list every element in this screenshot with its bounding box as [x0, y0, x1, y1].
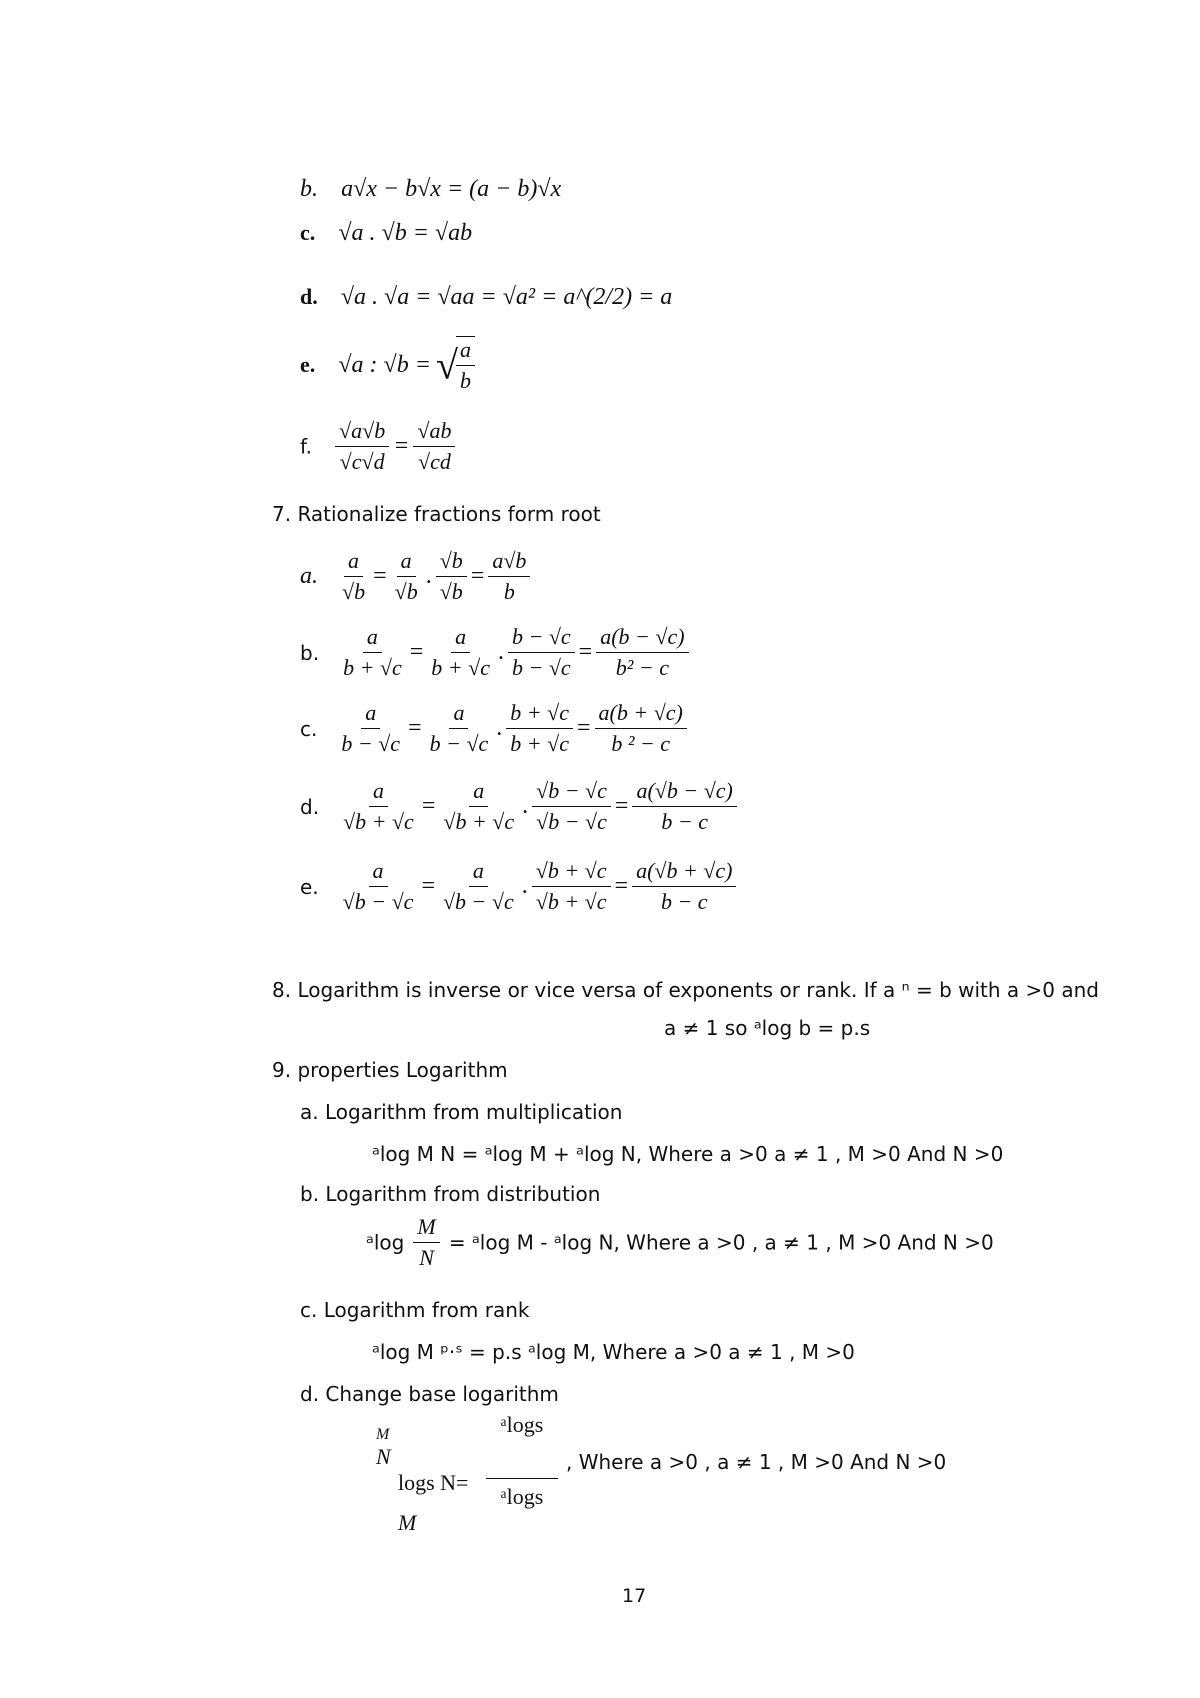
fraction-denominator: b² − c: [615, 655, 669, 680]
section-9-title: 9. properties Logarithm: [272, 1058, 508, 1082]
rationalize-label: e.: [300, 874, 319, 899]
multiply-dot: .: [496, 715, 503, 741]
fraction-denominator: √b − √c: [536, 809, 607, 834]
fraction-numerator: a(√b − √c): [632, 778, 736, 807]
fraction: [596, 624, 688, 681]
multiply-dot: .: [497, 639, 504, 665]
equals-sign: =: [576, 715, 591, 741]
rule-f-num1: √a√b: [335, 418, 389, 447]
rule-f-den2: √cd: [418, 449, 451, 474]
fraction-denominator: √b − √c: [342, 889, 414, 914]
fraction-numerator: a: [397, 548, 416, 577]
equals-sign: =: [470, 563, 485, 589]
rule-e-label: e.: [300, 352, 316, 377]
fraction: [391, 548, 422, 605]
fraction: [427, 624, 494, 681]
fraction: [337, 700, 404, 757]
fraction-numerator: √b − √c: [532, 778, 611, 807]
fraction: [632, 858, 736, 915]
fraction: [439, 858, 518, 915]
rule-e: [300, 336, 479, 394]
fraction: [508, 624, 575, 681]
fraction-denominator: √b + √c: [343, 809, 414, 834]
rule-f-den1: √c√d: [339, 449, 385, 474]
rationalize-row: [300, 624, 693, 681]
fraction-denominator: √b: [439, 579, 463, 604]
rationalize-row: [300, 778, 741, 835]
section-9a-formula: ᵃlog M N = ᵃlog M + ᵃlog N, Where a >0 a ≠ 1 , M >0 And N >0: [372, 1142, 1004, 1166]
section-9d-den: ᵃlogs: [500, 1484, 544, 1509]
fraction-denominator: b − c: [660, 889, 708, 914]
fraction: [339, 624, 406, 681]
rationalize-label: a.: [300, 563, 318, 589]
section-9b-num: M: [413, 1214, 439, 1243]
rule-b: [300, 176, 561, 203]
fraction-numerator: a: [449, 700, 468, 729]
rationalize-label: d.: [300, 794, 320, 819]
equals-sign: =: [408, 715, 422, 741]
equals: =: [393, 433, 410, 459]
section-9c-title: c. Logarithm from rank: [300, 1298, 530, 1322]
rule-b-expr: a√x − b√x = (a − b)√x: [341, 176, 562, 202]
section-8-line1: 8. Logarithm is inverse or vice versa of exponents or rank. If a ⁿ = b with a >0 and: [272, 978, 1100, 1002]
fraction-denominator: √b + √c: [443, 809, 515, 834]
section-9b-title: b. Logarithm from distribution: [300, 1182, 601, 1206]
fraction-numerator: a: [344, 548, 363, 577]
fraction-numerator: a: [369, 858, 388, 887]
section-9d-where: , Where a >0 , a ≠ 1 , M >0 And N >0: [566, 1450, 947, 1474]
equals-sign: =: [578, 639, 593, 665]
fraction: [506, 700, 573, 757]
section-9d-base-n: N: [376, 1444, 391, 1469]
fraction-denominator: √b + √c: [535, 889, 607, 914]
section-9b-prefix: ᵃlog: [366, 1230, 405, 1255]
section-9d-title: d. Change base logarithm: [300, 1382, 559, 1406]
rule-d-label: d.: [300, 284, 318, 309]
rationalize-row: [300, 700, 691, 757]
fraction-denominator: b + √c: [431, 655, 490, 680]
rule-c-label: c.: [300, 220, 316, 245]
section-9d-lhs: logs N=: [398, 1470, 469, 1495]
fraction-numerator: a(b − √c): [596, 624, 688, 653]
fraction-numerator: b + √c: [506, 700, 573, 729]
fraction-numerator: a: [361, 700, 380, 729]
fraction-numerator: √b: [436, 548, 467, 577]
rationalize-label: c.: [300, 716, 318, 741]
equals-sign: =: [409, 639, 424, 665]
fraction-denominator: b + √c: [510, 731, 569, 756]
rule-d: [300, 284, 672, 311]
fraction-numerator: b − √c: [508, 624, 575, 653]
fraction-denominator: b + √c: [343, 655, 402, 680]
fraction: [339, 858, 418, 915]
fraction-numerator: a(b + √c): [595, 700, 687, 729]
fraction: [338, 548, 369, 605]
section-7-title: 7. Rationalize fractions form root: [272, 502, 601, 526]
multiply-dot: .: [521, 873, 528, 899]
section-9d-base-top: M: [376, 1426, 390, 1443]
equals-sign: =: [421, 873, 435, 899]
equals-sign: =: [614, 873, 629, 899]
fraction-numerator: a(√b + √c): [632, 858, 736, 887]
fraction: [532, 858, 611, 915]
fraction-numerator: a: [363, 624, 382, 653]
fraction-denominator: b − √c: [511, 655, 571, 680]
section-8-line2: a ≠ 1 so ᵃlog b = p.s: [664, 1016, 871, 1040]
fraction-denominator: b: [503, 579, 515, 604]
equals-sign: =: [373, 563, 387, 589]
fraction: [439, 778, 518, 835]
fraction: [488, 548, 530, 605]
fraction-numerator: a: [469, 778, 488, 807]
rule-f-label: f.: [300, 434, 312, 459]
multiply-dot: .: [425, 563, 432, 589]
section-9b-formula: [366, 1214, 994, 1271]
fraction: [595, 700, 687, 757]
fraction-denominator: √b − √c: [442, 889, 514, 914]
section-9d-bottom: M: [398, 1510, 417, 1535]
rationalize-row: [300, 858, 740, 915]
rule-f: [300, 418, 459, 475]
fraction-denominator: b ² − c: [611, 731, 671, 756]
equals-sign: =: [614, 793, 629, 819]
rule-f-num2: √ab: [413, 418, 455, 447]
fraction: [436, 548, 467, 605]
fraction-numerator: a: [451, 624, 470, 653]
section-9c-formula: ᵃlog M ᵖ·ˢ = p.s ᵃlog M, Where a >0 a ≠ 1 , M >0: [372, 1340, 855, 1364]
fraction: [339, 778, 418, 835]
fraction-denominator: b − c: [661, 809, 708, 834]
fraction: [632, 778, 736, 835]
rationalize-row: [300, 548, 534, 605]
fraction-numerator: √b + √c: [532, 858, 611, 887]
rule-e-lhs: √a : √b =: [338, 351, 431, 378]
fraction-denominator: √b: [342, 579, 366, 604]
rule-e-den: b: [459, 368, 471, 393]
fraction-numerator: a: [369, 778, 388, 807]
section-9b-den: N: [419, 1245, 434, 1270]
equals-sign: =: [421, 793, 436, 819]
root-sign: √: [435, 342, 458, 388]
page-number: 17: [622, 1585, 647, 1607]
multiply-dot: .: [522, 793, 529, 819]
rule-d-expr: √a . √a = √aa = √a² = a^(2/2) = a: [340, 284, 673, 310]
rule-b-label: b.: [300, 176, 318, 202]
fraction-denominator: b − √c: [341, 731, 401, 756]
fraction-denominator: b − √c: [429, 731, 489, 756]
rule-c: [300, 220, 472, 247]
rationalize-label: b.: [300, 640, 320, 665]
section-9d-num: ᵃlogs: [486, 1412, 558, 1479]
fraction-denominator: √b: [394, 579, 418, 604]
fraction: [426, 700, 493, 757]
fraction: [532, 778, 611, 835]
rule-e-num: a: [456, 337, 475, 366]
section-9b-rest: = ᵃlog M - ᵃlog N, Where a >0 , a ≠ 1 , M >0 And N >0: [448, 1230, 994, 1255]
section-9a-title: a. Logarithm from multiplication: [300, 1100, 623, 1124]
rule-c-expr: √a . √b = √ab: [338, 220, 473, 246]
fraction-numerator: a√b: [488, 548, 530, 577]
fraction-numerator: a: [469, 858, 488, 887]
